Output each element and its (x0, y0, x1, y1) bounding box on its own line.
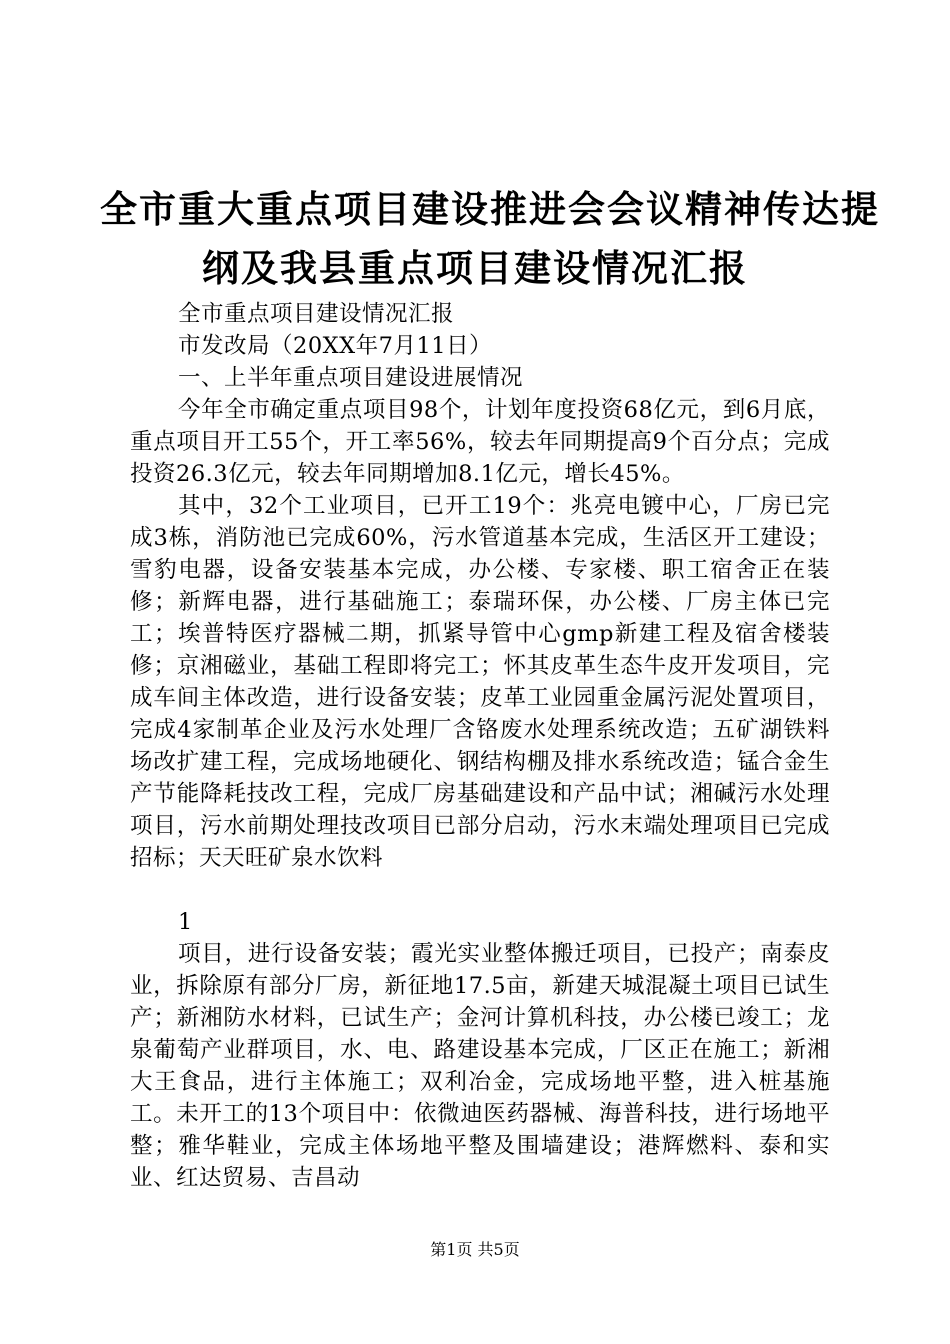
document-title-line-2: 纲及我县重点项目建设情况汇报 (202, 247, 748, 290)
paragraph: 今年全市确定重点项目98个，计划年度投资68亿元，到6月底，重点项目开工55个，开工率56%，较去年同期提高9个百分点；完成投资26.3亿元，较去年同期增加8.1亿元，增长45%。 (130, 397, 830, 487)
page-footer: 第1页 共5页 (430, 1240, 520, 1259)
paragraph: 其中，32个工业项目，已开工19个：兆亮电镀中心，厂房已完成3栋，消防池已完成60%，污水管道基本完成，生活区开工建设；雪豹电器，设备安装基本完成，办公楼、专家楼、职工宿舍正在装修；新辉电器，进行基础施工；泰瑞环保，办公楼、厂房主体已完工；埃普特医疗器械二期，抓紧导管中心gmp新建工程及宿舍楼装修；京湘磁业，基础工程即将完工；怀其皮革生态牛皮开发项目，完成车间主体改造，进行设备安装；皮革工业园重金属污泥处置项目，完成4家制革企业及污水处理厂含铬废水处理系统改造；五矿湖铁料场改扩建工程，完成场地硬化、钢结构棚及排水系统改造；锰合金生产节能降耗技改工程，完成厂房基础建设和产品中试；湘碱污水处理项目，污水前期处理技改项目已部分启动，污水末端处理项目已完成招标；天天旺矿泉水饮料 (130, 493, 830, 871)
document-title-line-1: 全市重大重点项目建设推进会会议精神传达提 (100, 188, 880, 231)
body-block-2 (130, 938, 830, 1194)
inline-page-number: 1 (178, 909, 193, 935)
section-heading: 一、上半年重点项目建设进展情况 (178, 365, 524, 391)
report-issuer-date: 市发改局（20XX年7月11日） (178, 333, 493, 359)
report-heading: 全市重点项目建设情况汇报 (178, 301, 455, 327)
paragraph: 项目，进行设备安装；霞光实业整体搬迁项目，已投产；南泰皮业，拆除原有部分厂房，新征地17.5亩，新建天城混凝土项目已试生产；新湘防水材料，已试生产；金河计算机科技，办公楼已竣工；龙泉葡萄产业群项目，水、电、路建设基本完成，厂区正在施工；新湘大王食品，进行主体施工；双利冶金，完成场地平整，进入桩基施工。未开工的13个项目中：依微迪医药器械、海普科技，进行场地平整；雅华鞋业，完成主体场地平整及围墙建设；港辉燃料、泰和实业、红达贸易、吉昌动 (130, 941, 830, 1191)
body-block-1 (130, 298, 830, 874)
